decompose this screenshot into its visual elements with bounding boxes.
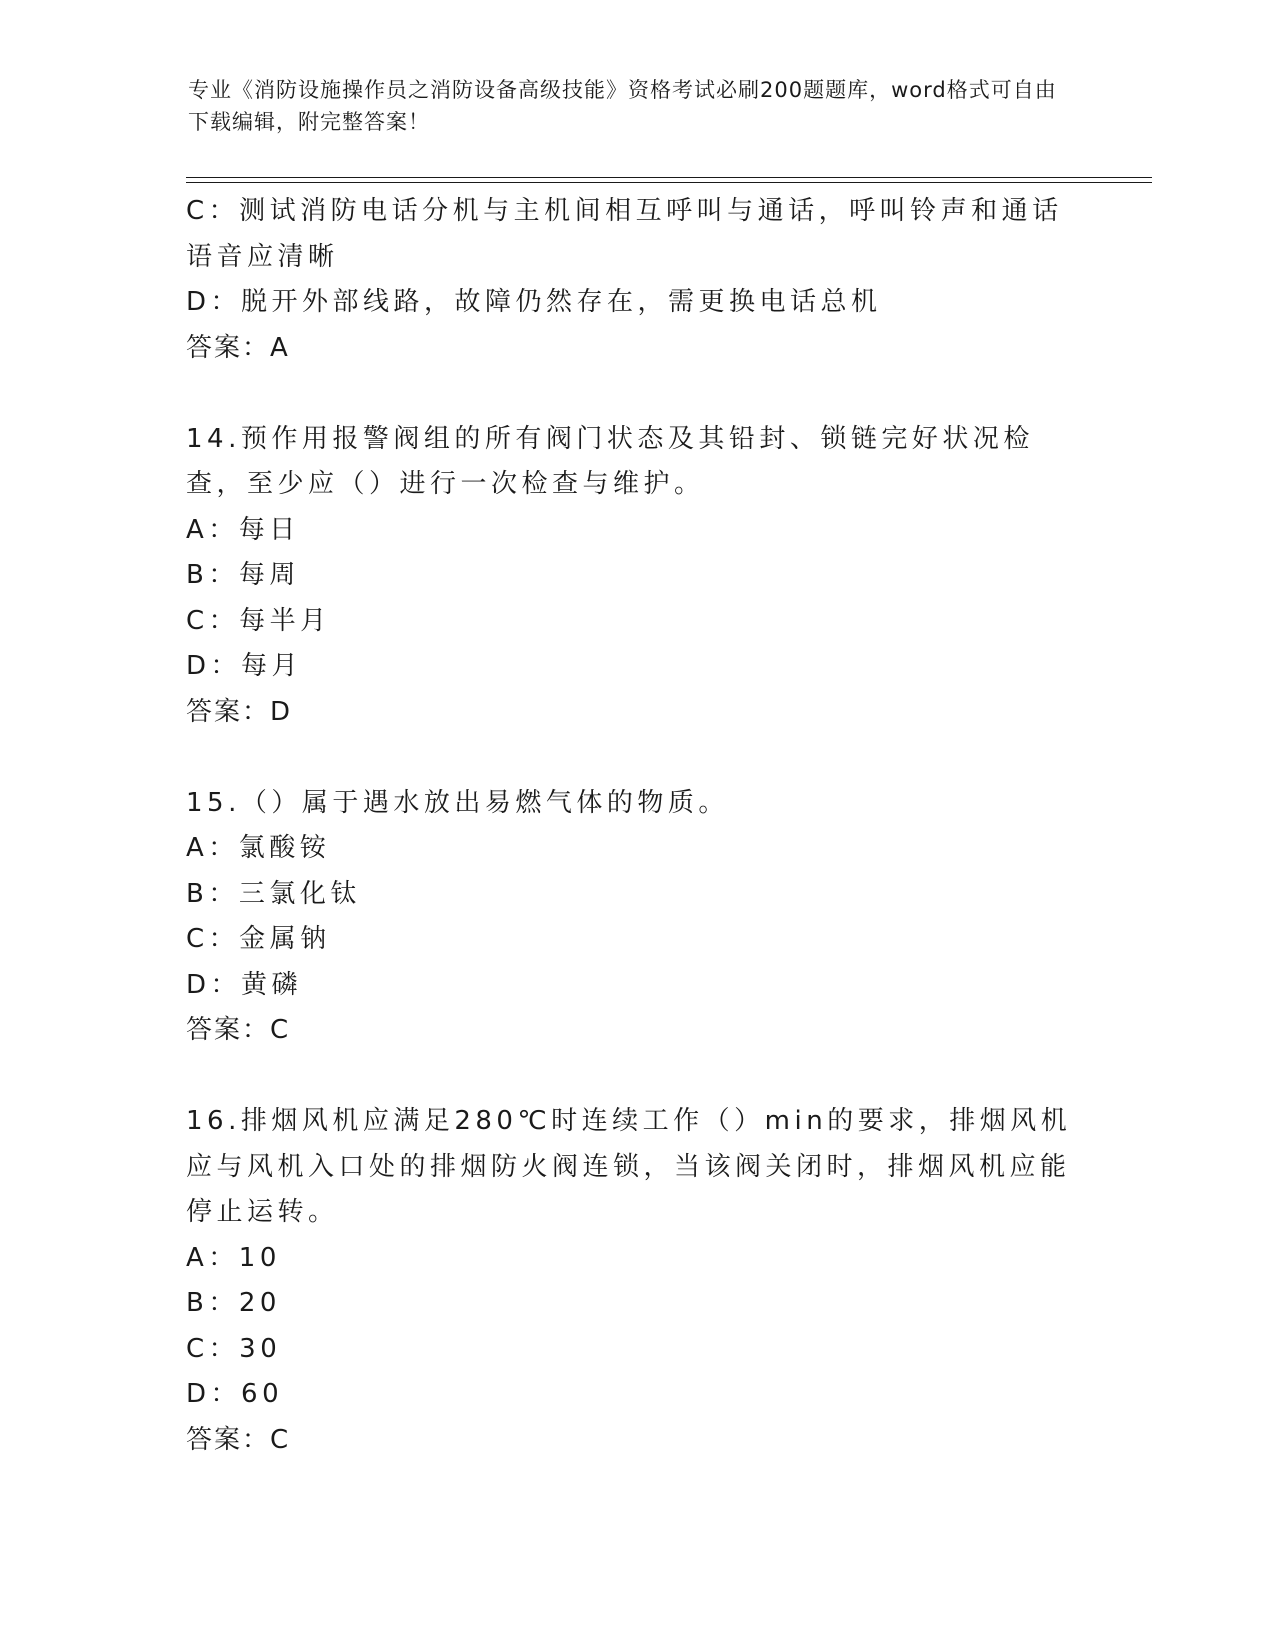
- question-stem: 15.（）属于遇水放出易燃气体的物质。: [186, 787, 729, 818]
- question-14: [186, 417, 1086, 736]
- option-a: A：10: [186, 1242, 281, 1273]
- option-b: B：每周: [186, 560, 300, 590]
- question-list: [186, 189, 1086, 1463]
- option-a: A：每日: [186, 514, 300, 545]
- option-c: C：每半月: [186, 605, 331, 636]
- option-b: B：三氯化钛: [186, 878, 361, 909]
- option-d: D：60: [186, 1379, 284, 1409]
- option-d: D：每月: [186, 651, 303, 681]
- answer: 答案：D: [186, 696, 293, 727]
- answer: 答案：C: [186, 1424, 291, 1455]
- header-divider-top: [186, 177, 1152, 178]
- header-divider-bottom: [186, 182, 1152, 183]
- option-c: C：金属钠: [186, 924, 331, 954]
- question-16: [186, 1099, 1086, 1463]
- option-d: D：黄磷: [186, 969, 303, 1000]
- question-stem: 16.排烟风机应满足280℃时连续工作（）min的要求，排烟风机应与风机入口处的排烟防火阀连锁，当该阀关闭时，排烟风机应能停止运转。: [186, 1106, 1072, 1227]
- option-b: B：20: [186, 1288, 281, 1318]
- question-13-continued: [186, 189, 1086, 371]
- option-d: D：脱开外部线路，故障仍然存在，需更换电话总机: [186, 287, 882, 317]
- answer: 答案：A: [186, 332, 290, 363]
- document-header: 专业《消防设施操作员之消防设备高级技能》资格考试必刷200题题库，word格式可自由下载编辑，附完整答案！: [188, 78, 1057, 134]
- question-15: [186, 781, 1086, 1054]
- option-c: C：测试消防电话分机与主机间相互呼叫与通话，呼叫铃声和通话语音应清晰: [186, 196, 1063, 272]
- option-a: A：氯酸铵: [186, 833, 331, 863]
- answer: 答案：C: [186, 1015, 291, 1045]
- question-stem: 14.预作用报警阀组的所有阀门状态及其铅封、锁链完好状况检查，至少应（）进行一次检查与维护。: [186, 423, 1034, 499]
- option-c: C：30: [186, 1333, 282, 1364]
